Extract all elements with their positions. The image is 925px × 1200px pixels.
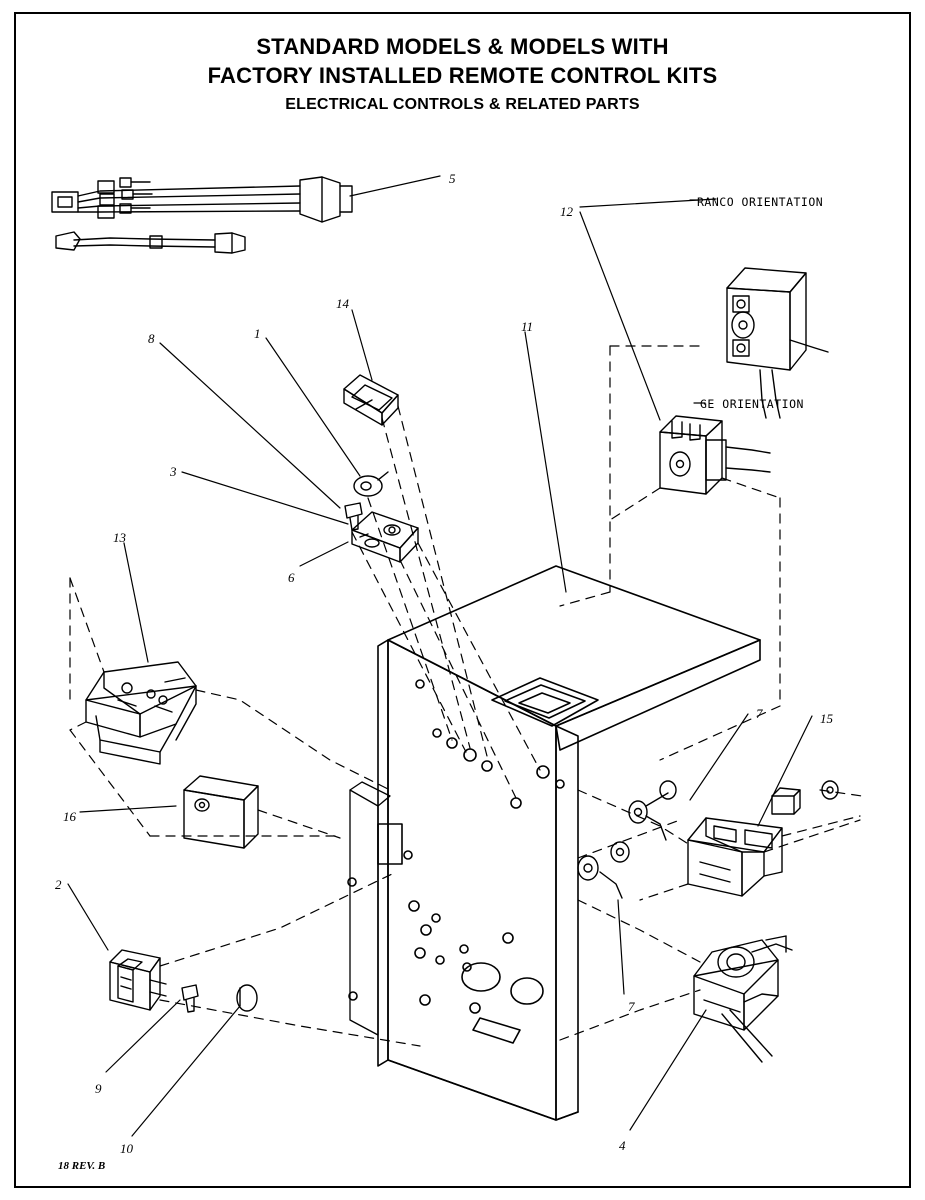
callout-5: 5 [449, 171, 456, 186]
callout-13: 13 [113, 530, 126, 545]
callout-6: 6 [288, 570, 295, 585]
callout-16: 16 [63, 809, 76, 824]
callout-11: 11 [521, 319, 534, 334]
page-footer: 18 REV. B [58, 1160, 106, 1172]
part-relay-block-15 [688, 716, 838, 896]
page-title-line-2: FACTORY INSTALLED REMOTE CONTROL KITS [207, 63, 718, 88]
callout-4: 4 [619, 1138, 626, 1153]
callout-10: 10 [120, 1141, 133, 1156]
callout-9: 9 [95, 1081, 102, 1096]
part-screw-7-lower [578, 842, 629, 994]
part-knob-1 [266, 338, 388, 496]
note-ranco-orientation: RANCO ORIENTATION [697, 195, 824, 209]
note-ge-orientation: GE ORIENTATION [700, 397, 804, 411]
callout-7-upper: 7 [756, 706, 763, 721]
callout-8: 8 [148, 331, 155, 346]
part-wiring-harness-5 [52, 176, 440, 253]
callout-7-lower: 7 [628, 999, 635, 1014]
part-switch-2 [68, 884, 166, 1010]
part-transformer-16 [80, 776, 258, 848]
callout-1: 1 [254, 326, 261, 341]
assembly-dashed-lines [70, 346, 862, 1046]
part-rocker-switch-14 [344, 310, 398, 425]
part-control-panel-housing-11 [348, 332, 760, 1120]
callout-2: 2 [55, 877, 62, 892]
part-screw-8 [160, 343, 362, 530]
page-subtitle: ELECTRICAL CONTROLS & RELATED PARTS [285, 96, 640, 113]
callout-3: 3 [170, 464, 177, 479]
part-ge-thermostat-12 [580, 212, 770, 494]
callout-12: 12 [560, 204, 573, 219]
part-gas-valve-4 [630, 936, 792, 1130]
callout-15: 15 [820, 711, 833, 726]
part-timer-assembly-13 [86, 543, 196, 764]
callout-14: 14 [336, 296, 349, 311]
page-title-line-1: STANDARD MODELS & MODELS WITH [256, 34, 669, 59]
